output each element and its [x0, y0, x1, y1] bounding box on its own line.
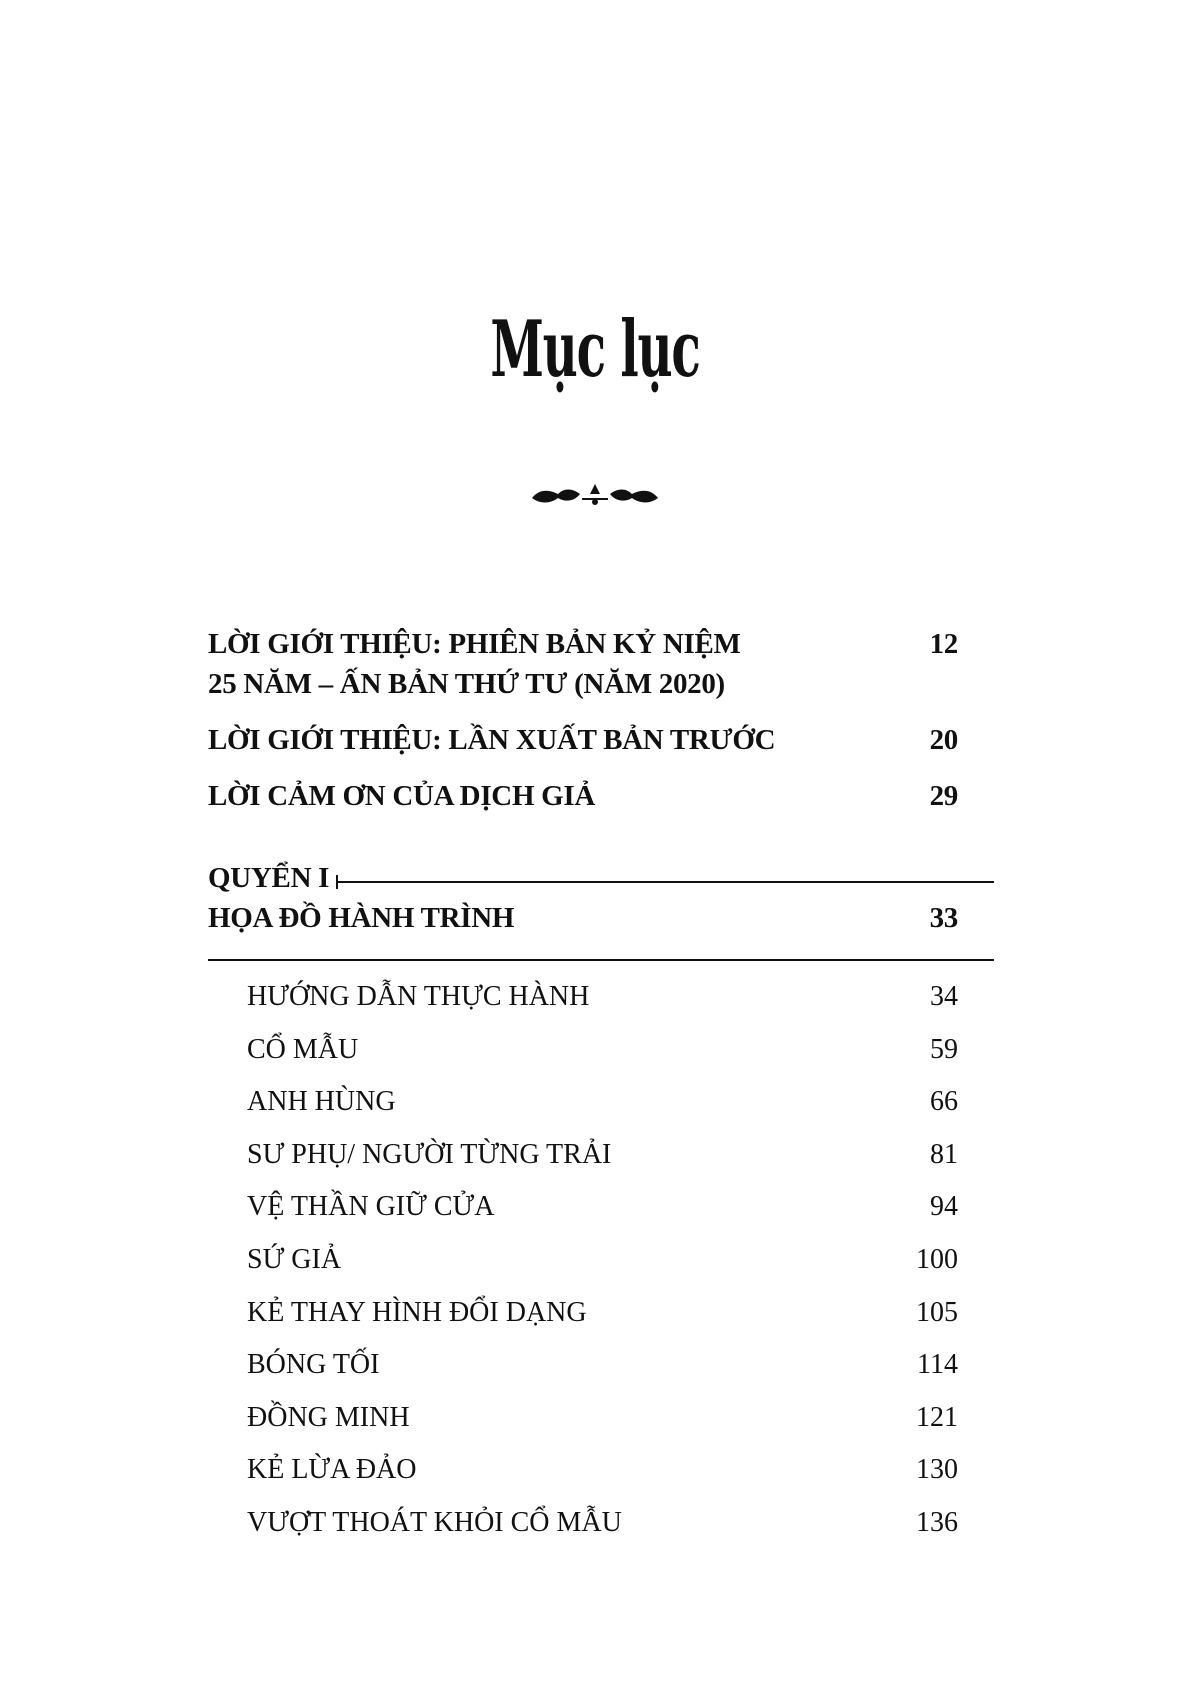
page-number: 12	[929, 628, 958, 660]
entry-title: BÓNG TỐI	[247, 1349, 380, 1381]
toc-entry[interactable]	[247, 1349, 958, 1381]
toc-entry[interactable]	[247, 1454, 958, 1486]
toc-entry[interactable]	[247, 1507, 958, 1539]
entry-title: ANH HÙNG	[247, 1086, 396, 1118]
toc-entry[interactable]	[247, 1139, 958, 1171]
page-number: 33	[929, 902, 958, 934]
entry-title: 25 NĂM – ẤN BẢN THỨ TƯ (NĂM 2020)	[208, 668, 725, 700]
entry-title: HỌA ĐỒ HÀNH TRÌNH	[208, 902, 515, 934]
toc-entry[interactable]	[208, 724, 958, 757]
entry-title: KẺ THAY HÌNH ĐỔI DẠNG	[247, 1296, 587, 1328]
entry-title: HƯỚNG DẪN THỰC HÀNH	[247, 981, 590, 1012]
page-number: 81	[930, 1138, 958, 1170]
page-number: 114	[917, 1349, 958, 1381]
toc-entry[interactable]	[208, 780, 958, 813]
toc-entry[interactable]	[247, 1086, 958, 1118]
page-number: 94	[930, 1191, 958, 1223]
entry-title: VƯỢT THOÁT KHỎI CỔ MẪU	[247, 1507, 622, 1538]
page-number: 105	[916, 1296, 958, 1328]
part-label-text: QUYỂN I	[208, 862, 330, 894]
entry-title: LỜI GIỚI THIỆU: PHIÊN BẢN KỶ NIỆM	[208, 628, 741, 660]
page-number: 20	[929, 724, 958, 756]
entry-title: LỜI CẢM ƠN CỦA DỊCH GIẢ	[208, 780, 596, 812]
page-title: Mục lục	[490, 304, 700, 395]
toc-entry[interactable]	[247, 1034, 958, 1066]
entry-title: SƯ PHỤ/ NGƯỜI TỪNG TRẢI	[247, 1138, 612, 1170]
toc-entry-continued	[208, 668, 958, 701]
part-divider-bottom	[208, 959, 994, 961]
toc-entry[interactable]	[247, 981, 958, 1013]
toc-entry[interactable]	[247, 1297, 958, 1329]
toc-entry[interactable]	[247, 1244, 958, 1276]
toc-entry-part[interactable]	[208, 902, 958, 935]
entry-title: KẺ LỪA ĐẢO	[247, 1454, 417, 1486]
toc-entry[interactable]	[247, 1402, 958, 1434]
entry-title: SỨ GIẢ	[247, 1244, 342, 1275]
entry-title: CỔ MẪU	[247, 1033, 359, 1065]
toc-entry[interactable]	[208, 628, 958, 661]
floral-ornament-icon	[530, 480, 660, 510]
part-label	[208, 862, 958, 895]
page-number: 121	[916, 1401, 958, 1433]
page-number: 34	[930, 981, 958, 1012]
page-number: 66	[930, 1086, 958, 1118]
page-number: 136	[916, 1507, 958, 1538]
page-number: 130	[916, 1454, 958, 1486]
entry-title: ĐỒNG MINH	[247, 1401, 410, 1433]
page-number: 100	[916, 1244, 958, 1275]
entry-title: LỜI GIỚI THIỆU: LẦN XUẤT BẢN TRƯỚC	[208, 724, 776, 756]
toc-entry[interactable]	[247, 1191, 958, 1223]
part-divider-top	[336, 881, 994, 883]
page-number: 29	[929, 780, 958, 812]
entry-title: VỆ THẦN GIỮ CỬA	[247, 1191, 495, 1223]
page-number: 59	[930, 1033, 958, 1065]
